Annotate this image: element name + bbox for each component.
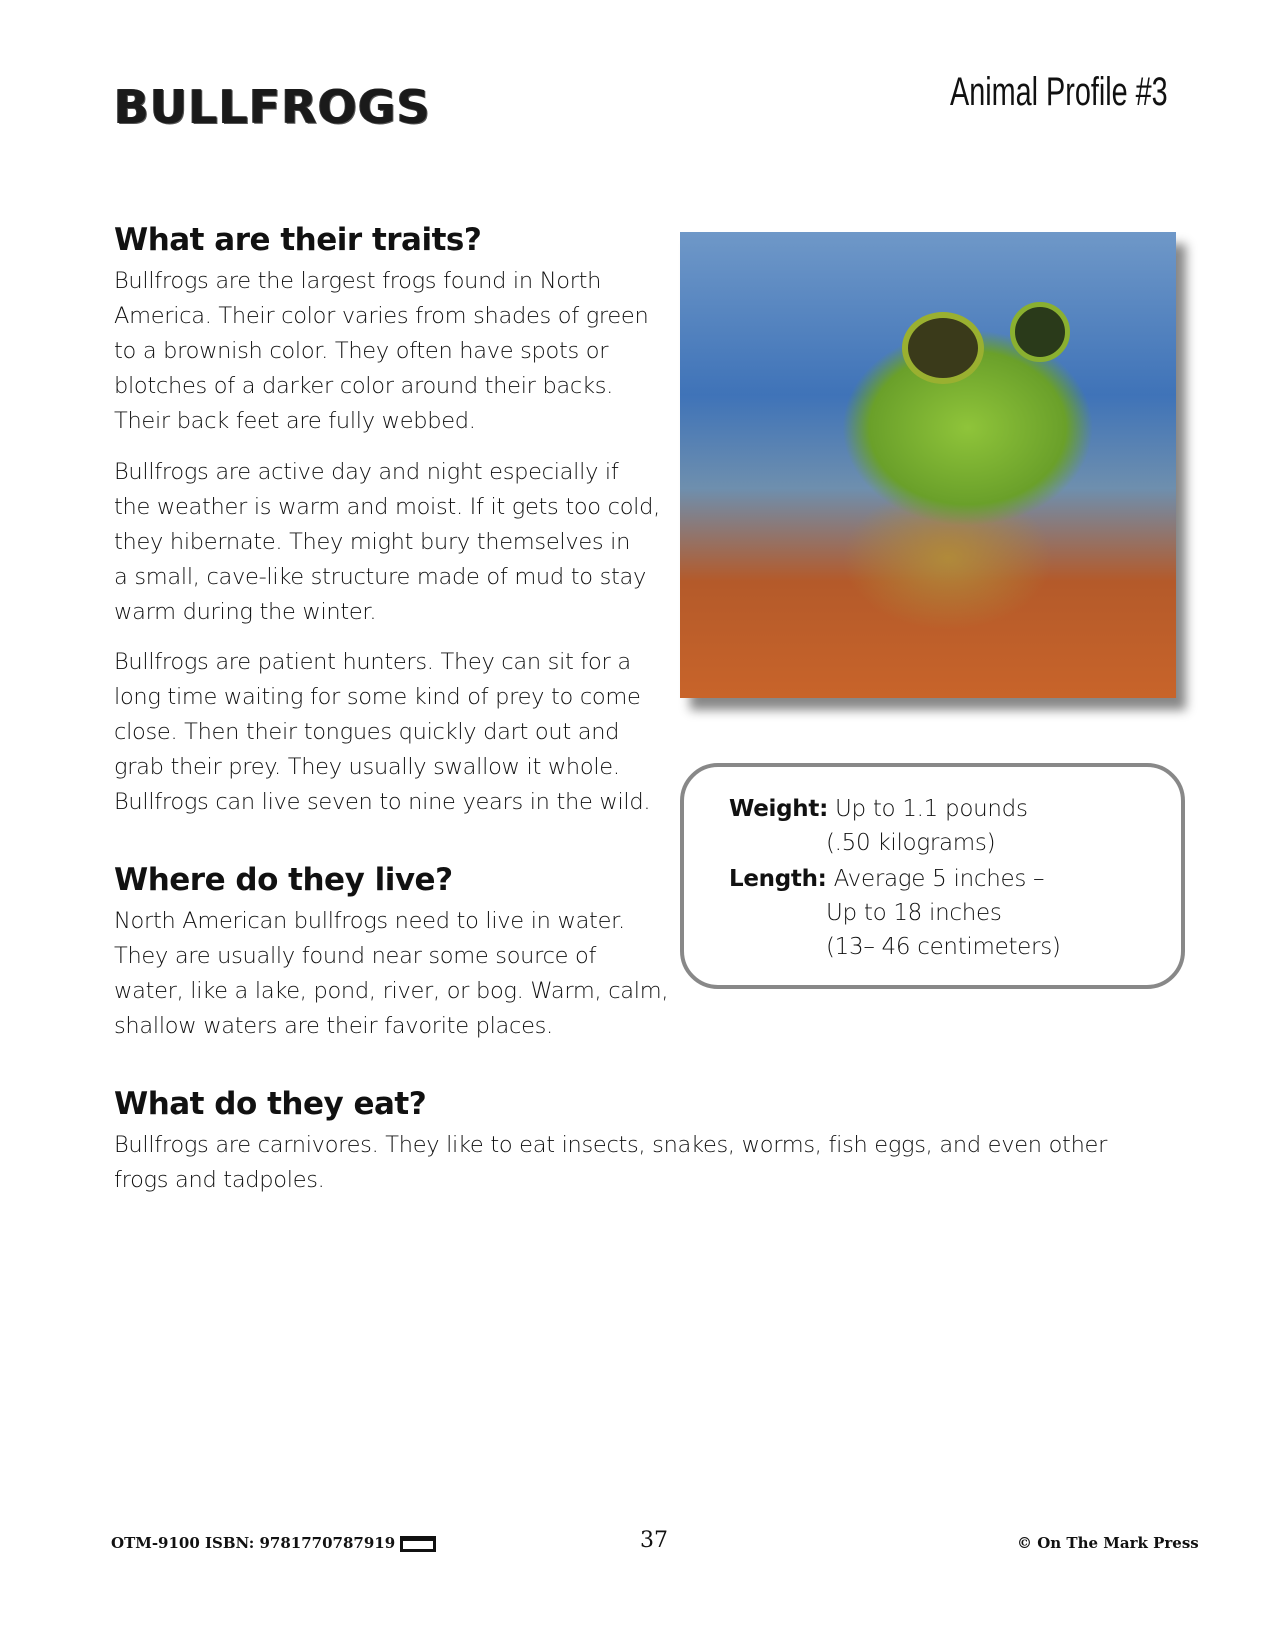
page-title: BULLFROGS — [114, 80, 431, 134]
paragraph-traits-2: Bullfrogs are active day and night especially if the weather is warm and moist. If it gets too cold, they hibernate. They might bury themselves in a small, cave-like structure made of mud to stay warm during the winter. — [114, 459, 660, 625]
bullfrog-photo — [680, 232, 1176, 698]
frog-eye — [902, 312, 984, 384]
page-number: 37 — [640, 1528, 668, 1553]
footer-isbn: OTM-9100 ISBN: 9781770787919 — [111, 1534, 436, 1552]
paragraph-traits-1: Bullfrogs are the largest frogs found in North America. Their color varies from shades of green to a brownish color. They often have spots or blotches of a darker color around their backs. Their back feet are fully webbed. — [114, 268, 649, 434]
heading-traits: What are their traits? — [114, 222, 482, 258]
length-stat: Length: Average 5 inches – Up to 18 inches (13– 46 centimeters) — [729, 866, 1061, 960]
paragraph-traits-3: Bullfrogs are patient hunters. They can sit for a long time waiting for some kind of prey to come close. Then their tongues quickly dart out and grab their prey. They usually swallow it whole. Bullfrogs can live seven to nine years in the wild. — [114, 649, 651, 815]
paragraph-diet: Bullfrogs are carnivores. They like to eat insects, snakes, worms, fish eggs, and even other frogs and tadpoles. — [114, 1132, 1108, 1193]
footer-copyright: © On The Mark Press — [1017, 1534, 1199, 1552]
weight-stat: Weight: Up to 1.1 pounds (.50 kilograms) — [729, 796, 1028, 856]
profile-label: Animal Profile #3 — [950, 70, 1168, 114]
paragraph-habitat: North American bullfrogs need to live in water. They are usually found near some source of water, like a lake, pond, river, or bog. Warm, calm, shallow waters are their favorite places. — [114, 908, 669, 1039]
heading-habitat: Where do they live? — [114, 862, 453, 898]
book-icon — [400, 1536, 436, 1552]
frog-eye — [1010, 302, 1070, 362]
heading-diet: What do they eat? — [114, 1086, 427, 1122]
